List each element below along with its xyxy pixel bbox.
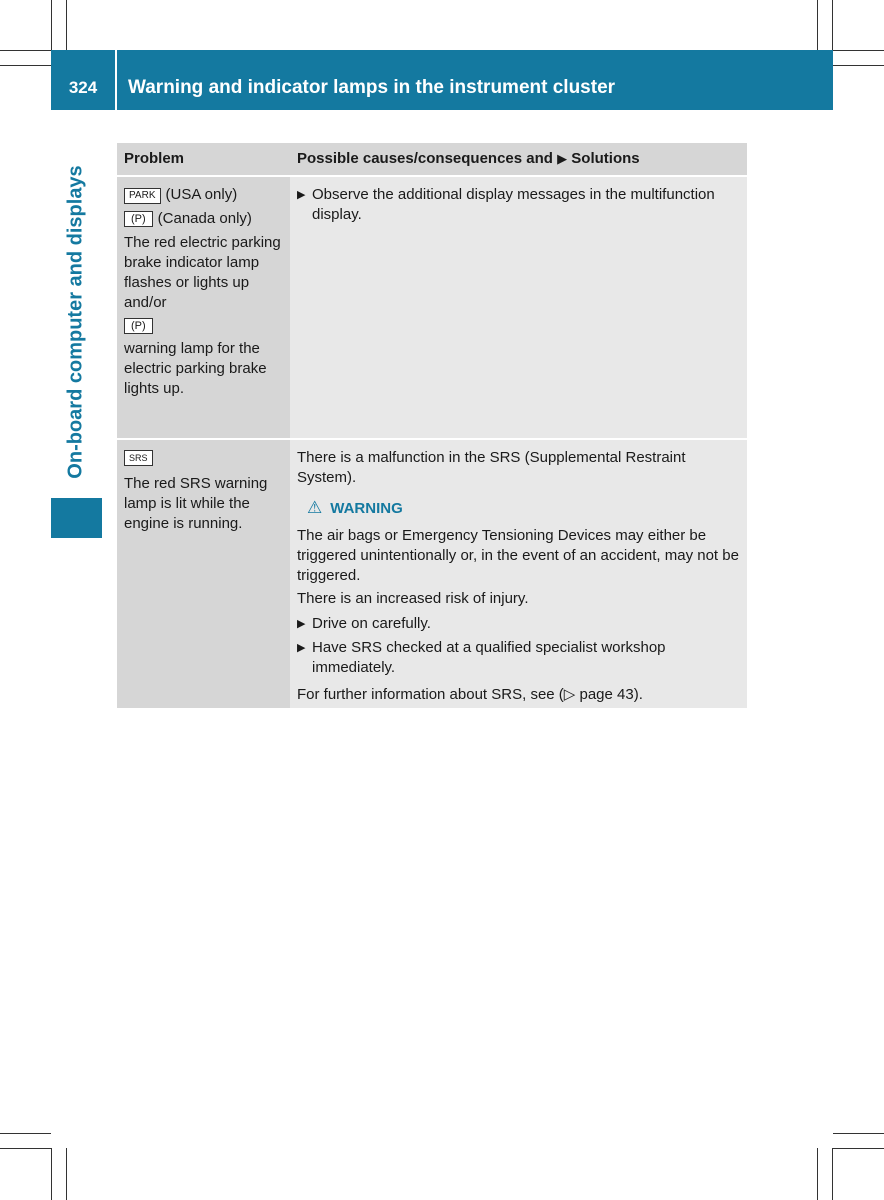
step-arrow-icon: ▶ (297, 642, 306, 654)
play-arrow-icon: ▶ (557, 151, 568, 166)
parking-brake-lamp-icon: (P) (124, 318, 153, 334)
canada-only-text: (Canada only) (157, 210, 252, 227)
warning-heading: ⚠ WARNING (307, 498, 403, 517)
crop-mark (832, 0, 833, 50)
column-header-problem: Problem (117, 143, 290, 175)
crop-mark (833, 1133, 884, 1134)
problem-cell (117, 177, 290, 438)
warning-text: The air bags or Emergency Tensioning Devices may either be triggered unintentionally or, in the event of an accident, may not be triggered. (297, 527, 739, 584)
cause-text: There is a malfunction in the SRS (Supplemental Restraint System). (297, 449, 686, 486)
table-row (117, 177, 747, 438)
crop-mark (832, 1148, 833, 1200)
crop-mark (817, 0, 818, 50)
crop-mark (51, 0, 52, 50)
step-arrow-icon: ▶ (297, 618, 306, 630)
srs-warning-lamp-icon: SRS (124, 450, 153, 466)
crop-mark (817, 1148, 818, 1200)
problem-description: The red SRS warning lamp is lit while the engine is running. (124, 475, 268, 532)
crop-mark (0, 50, 51, 51)
solution-step: ▶ Observe the additional display messages in the multifunction display. (297, 186, 715, 223)
section-tab-marker (51, 498, 102, 538)
table-row (117, 440, 747, 708)
column-header-causes (290, 143, 747, 175)
crop-mark (833, 65, 884, 66)
problem-solution-table (117, 143, 747, 708)
column-header-causes-text: Possible causes/consequences and (297, 150, 553, 167)
crop-mark (51, 1148, 52, 1200)
solution-cell (290, 177, 747, 438)
step-arrow-icon: ▶ (297, 189, 306, 201)
usa-only-text: (USA only) (165, 186, 238, 203)
page-number: 324 (68, 78, 98, 97)
crop-mark (66, 0, 67, 50)
crop-mark (0, 65, 51, 66)
page-title: Warning and indicator lamps in the instrument cluster (128, 77, 616, 98)
crop-mark (66, 1148, 67, 1200)
section-side-label: On-board computer and displays (64, 165, 87, 479)
solution-step: ▶ Have SRS checked at a qualified specialist workshop immediately. (297, 639, 666, 676)
problem-cell (117, 440, 290, 708)
header-divider (115, 50, 117, 110)
column-header-solutions-text: Solutions (571, 150, 640, 167)
solution-step: ▶ Drive on carefully. (297, 615, 431, 632)
crop-mark (0, 1133, 51, 1134)
crop-mark (833, 50, 884, 51)
problem-description-2: warning lamp for the electric parking brake lights up. (124, 340, 267, 397)
risk-text: There is an increased risk of injury. (297, 590, 529, 607)
park-lamp-icon: PARK (124, 188, 161, 204)
crop-mark (833, 1148, 884, 1149)
solution-cell (290, 440, 747, 708)
table-header-row (117, 143, 747, 175)
cross-reference-link[interactable]: For further information about SRS, see (▷ page 43). (297, 686, 643, 703)
warning-triangle-icon: ⚠ (307, 498, 323, 517)
parking-brake-lamp-icon: (P) (124, 211, 153, 227)
crop-mark (0, 1148, 51, 1149)
problem-description: The red electric parking brake indicator lamp flashes or lights up and/or (124, 234, 281, 311)
